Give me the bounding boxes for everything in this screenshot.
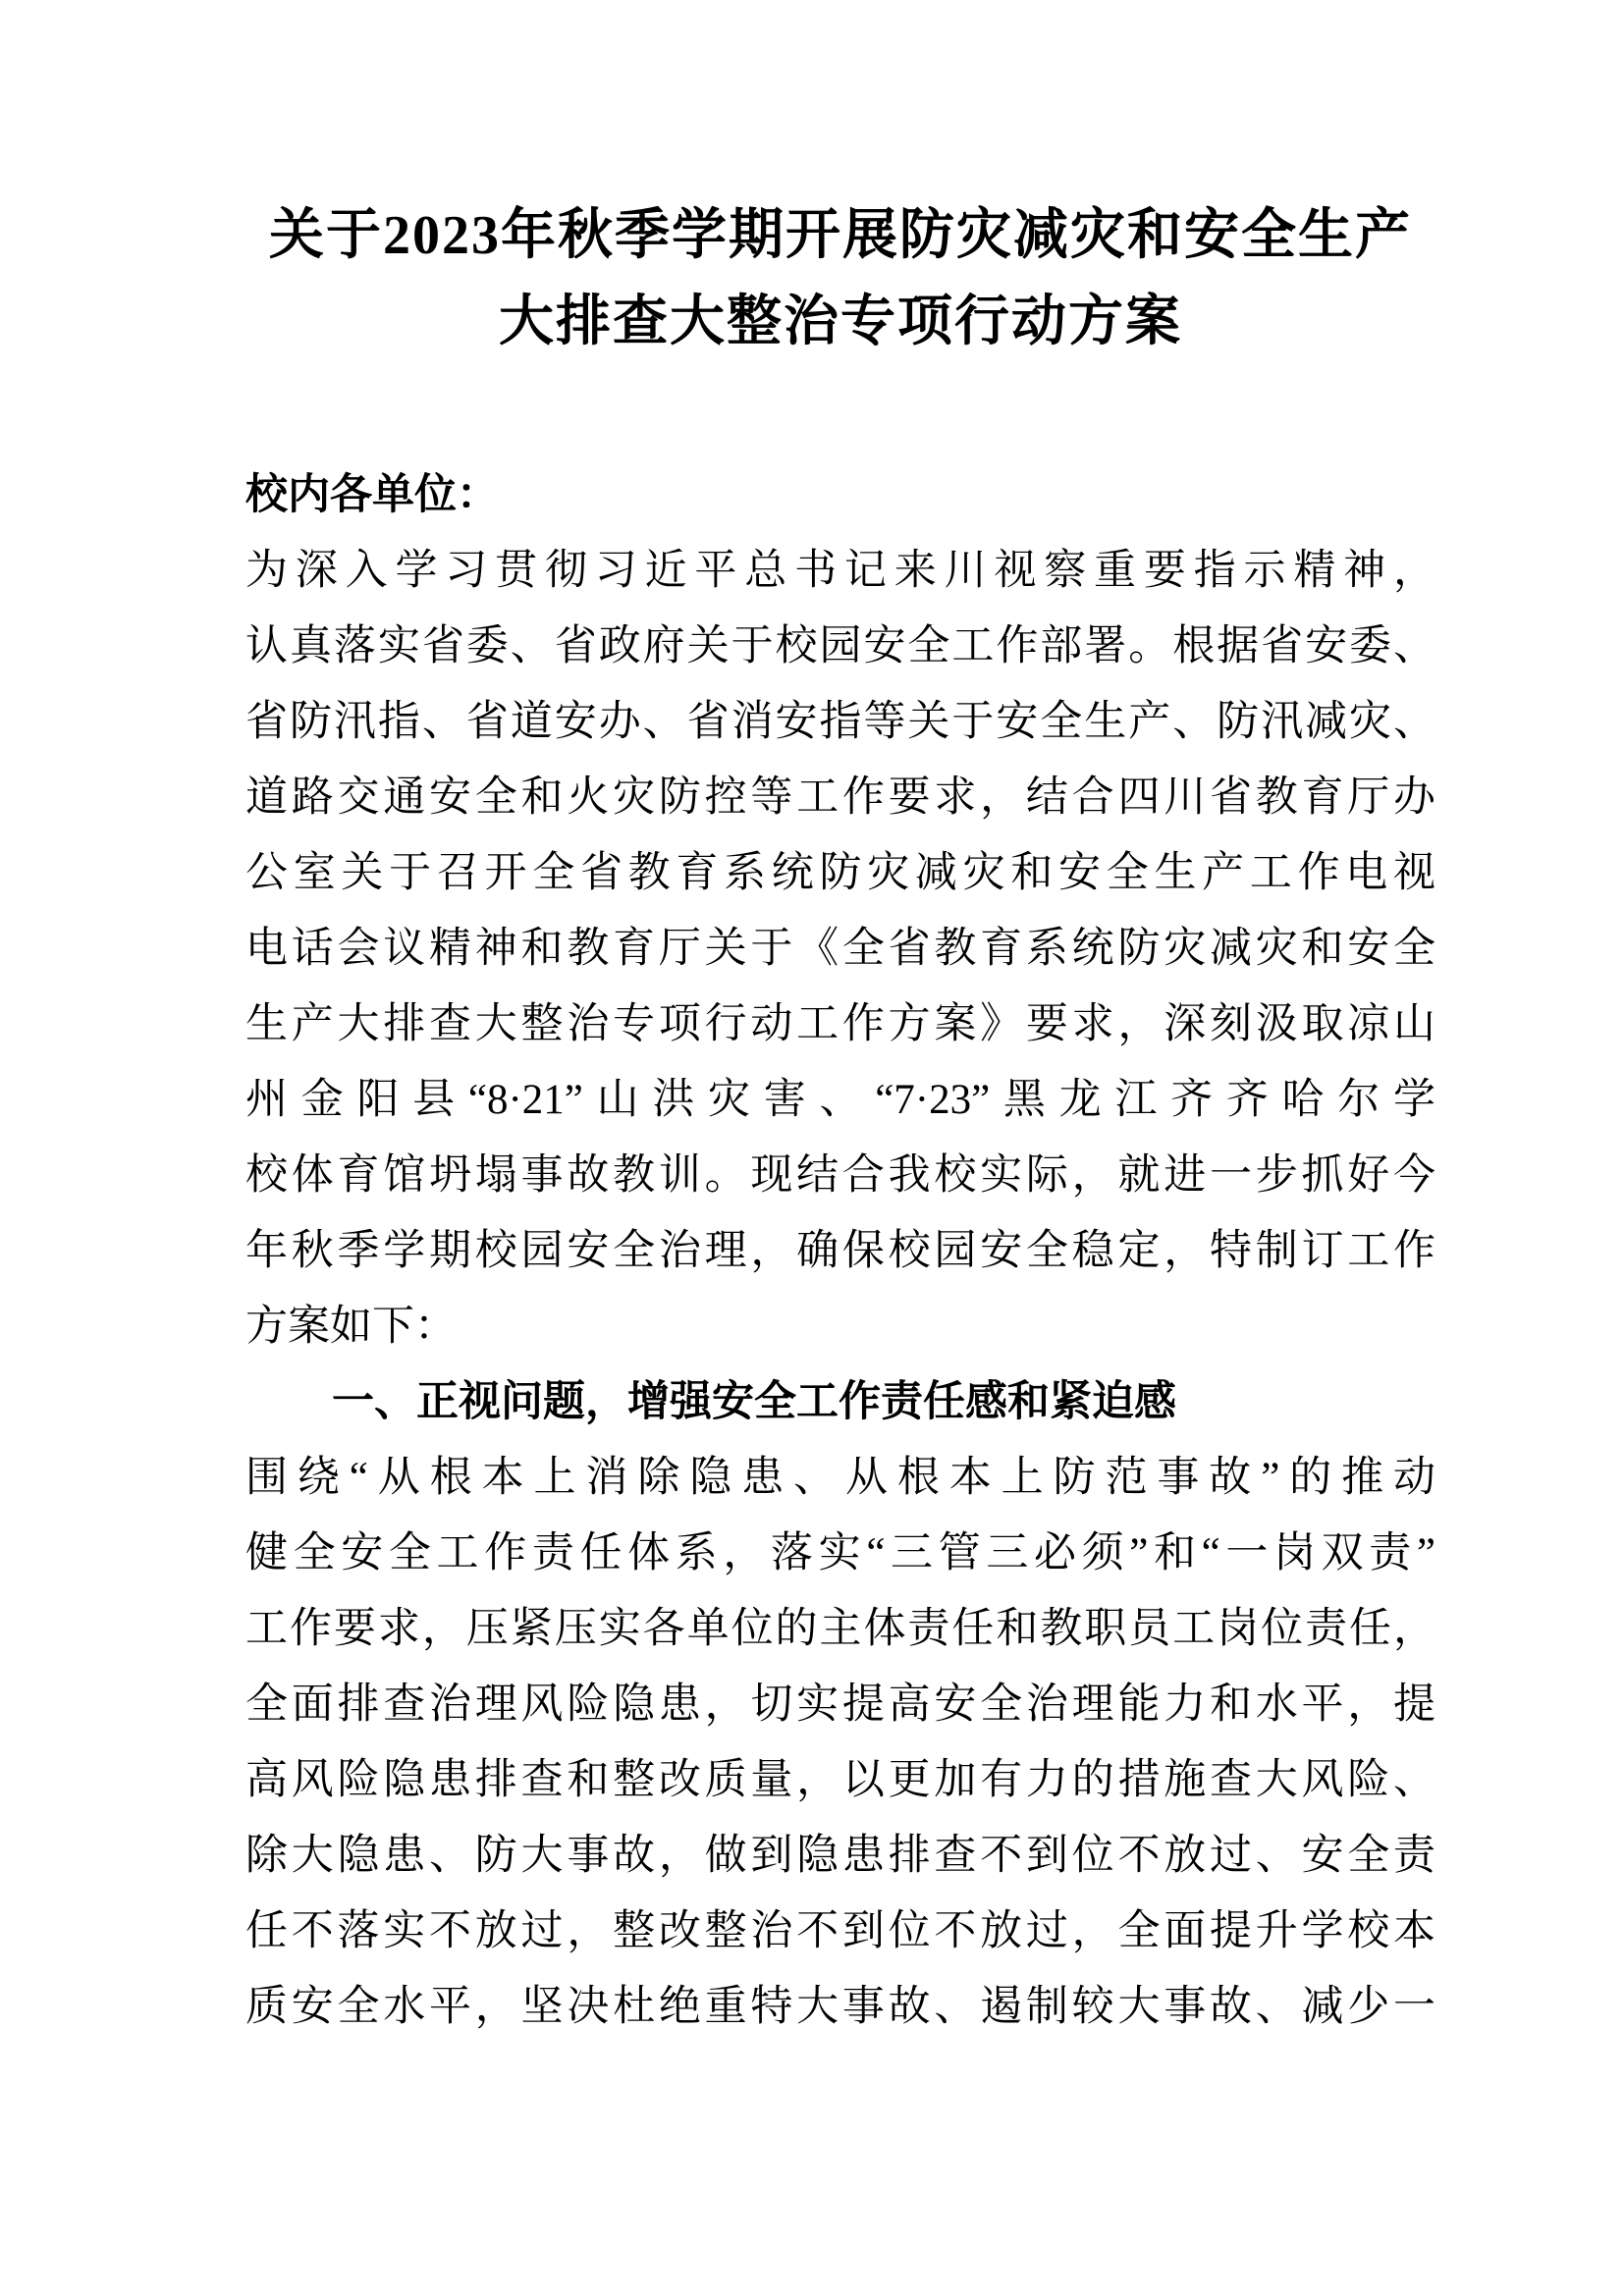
section-1-paragraph bbox=[245, 1440, 1435, 2045]
text-line: 为深入学习贯彻习近平总书记来川视察重要指示精神， bbox=[245, 548, 1435, 594]
text-line: 围绕“从根本上消除隐患、从根本上防范事故”的推动 bbox=[245, 1455, 1435, 1501]
title-line-1: 关于2023年秋季学期开展防灾减灾和安全生产 bbox=[269, 205, 1412, 266]
salutation bbox=[245, 457, 1435, 533]
text-line: 健全安全工作责任体系，落实“三管三必须”和“一岗双责” bbox=[245, 1530, 1435, 1576]
section-1-heading-text: 一、正视问题，增强安全工作责任感和紧迫感 bbox=[332, 1378, 1176, 1425]
text-line: 年秋季学期校园安全治理，确保校园安全稳定，特制订工作 bbox=[245, 1228, 1435, 1274]
text-line: 任不落实不放过，整改整治不到位不放过，全面提升学校本 bbox=[245, 1908, 1435, 1954]
text-line: 全面排查治理风险隐患，切实提高安全治理能力和水平，提 bbox=[245, 1682, 1435, 1728]
salutation-text: 校内各单位： bbox=[245, 471, 499, 518]
text-line: 质安全水平，坚决杜绝重特大事故、遏制较大事故、减少一 bbox=[245, 1984, 1435, 2030]
document-body bbox=[245, 457, 1435, 2045]
text-line: 校体育馆坍塌事故教训。现结合我校实际，就进一步抓好今 bbox=[245, 1152, 1435, 1199]
section-1-heading bbox=[245, 1364, 1435, 1440]
opening-paragraph bbox=[245, 533, 1435, 1364]
text-line: 州金阳县“8·21”山洪灾害、“7·23”黑龙江齐齐哈尔学 bbox=[245, 1077, 1435, 1123]
text-line: 公室关于召开全省教育系统防灾减灾和安全生产工作电视 bbox=[245, 850, 1435, 896]
text-line: 生产大排查大整治专项行动工作方案》要求，深刻汲取凉山 bbox=[245, 1001, 1435, 1047]
title-line-2: 大排查大整治专项行动方案 bbox=[499, 292, 1182, 352]
text-line: 除大隐患、防大事故，做到隐患排查不到位不放过、安全责 bbox=[245, 1833, 1435, 1879]
text-line: 省防汛指、省道安办、省消安指等关于安全生产、防汛减灾、 bbox=[245, 699, 1435, 745]
document-title bbox=[245, 0, 1435, 365]
text-line: 认真落实省委、省政府关于校园安全工作部署。根据省安委、 bbox=[245, 623, 1435, 669]
text-line: 高风险隐患排查和整改质量，以更加有力的措施查大风险、 bbox=[245, 1757, 1435, 1803]
text-line: 电话会议精神和教育厅关于《全省教育系统防灾减灾和安全 bbox=[245, 926, 1435, 972]
text-line: 道路交通安全和火灾防控等工作要求，结合四川省教育厅办 bbox=[245, 774, 1435, 821]
text-line: 方案如下： bbox=[245, 1304, 457, 1350]
text-line: 工作要求，压紧压实各单位的主体责任和教职员工岗位责任， bbox=[245, 1606, 1435, 1652]
document-content bbox=[245, 0, 1435, 2045]
